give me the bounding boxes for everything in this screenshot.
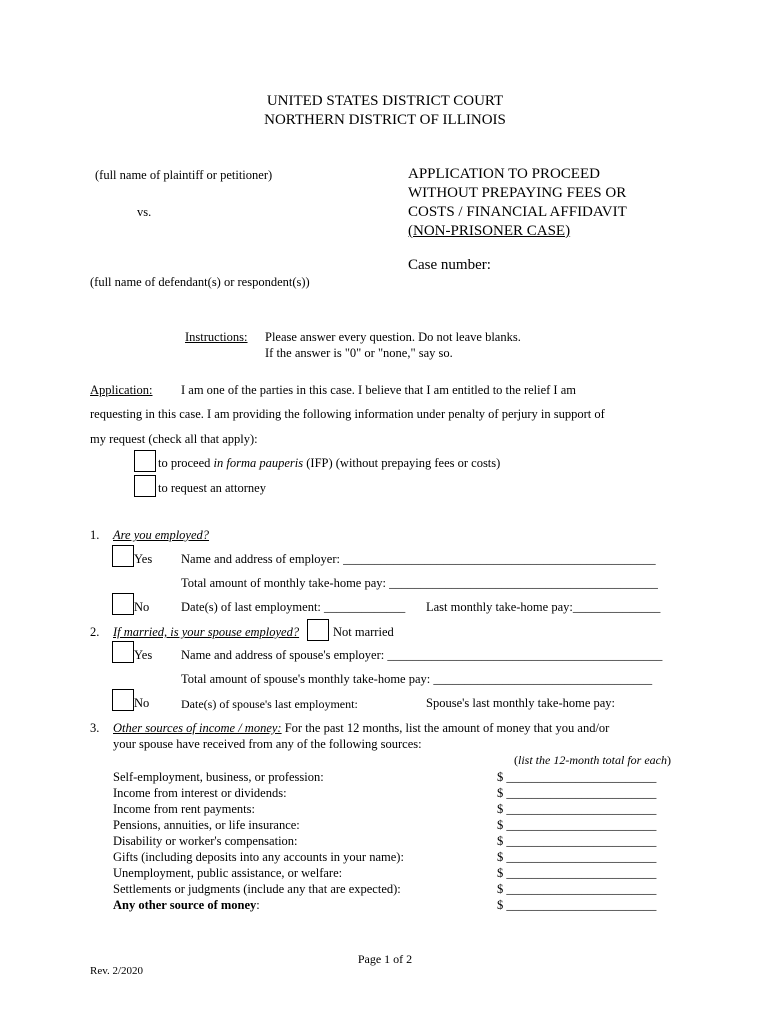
application-text: I am one of the parties in this case. I believe that I am entitled to the relief I am <box>181 383 576 397</box>
spouse-employer-field[interactable]: Name and address of spouse's employer: ____________________________________________ <box>181 648 663 662</box>
income-source-label: Income from rent payments: <box>113 802 255 816</box>
plaintiff-label: (full name of plaintiff or petitioner) <box>95 168 273 182</box>
form-title-line: APPLICATION TO PROCEED <box>408 166 600 182</box>
application-text: my request (check all that apply): <box>90 432 258 446</box>
not-married-label: Not married <box>333 625 394 639</box>
income-source-label <box>113 897 404 913</box>
income-sources-list <box>113 769 404 913</box>
ifp-text: to proceed <box>158 456 214 470</box>
instructions-label: Instructions: <box>185 330 248 344</box>
application-text: requesting in this case. I am providing the following information under penalty of perjury in support of <box>90 407 605 421</box>
question-employed: Are you employed? <box>113 528 210 542</box>
other-source-label: Any other source of money <box>113 898 257 912</box>
spouse-last-employment-field[interactable]: Date(s) of spouse's last employment: <box>181 697 358 711</box>
spouse-yes-checkbox[interactable] <box>112 641 134 663</box>
income-amounts-list <box>497 769 656 913</box>
twelve-month-note: (list the 12-month total for each) <box>514 753 671 767</box>
other-income-intro-text: For the past 12 months, list the amount of money that you and/or <box>281 721 610 735</box>
last-employment-field[interactable]: Date(s) of last employment: _____________ <box>181 600 406 614</box>
income-source-label: Disability or worker's compensation: <box>113 834 298 848</box>
income-source-label: Pensions, annuities, or life insurance: <box>113 818 300 832</box>
income-amount-field[interactable]: $ ________________________ <box>497 850 657 864</box>
income-amount-field[interactable]: $ ________________________ <box>497 882 657 896</box>
form-title <box>408 165 627 241</box>
court-name: UNITED STATES DISTRICT COURT <box>266 93 504 109</box>
employed-no-label: No <box>134 600 150 614</box>
defendant-label: (full name of defendant(s) or respondent(s)) <box>90 275 310 289</box>
income-source-label: Settlements or judgments (include any that are expected): <box>113 882 401 896</box>
other-source-colon: : <box>256 898 260 912</box>
instructions-text: If the answer is "0" or "none," say so. <box>265 346 453 360</box>
attorney-checkbox[interactable] <box>134 475 156 497</box>
form-title-line: WITHOUT PREPAYING FEES OR <box>408 185 627 201</box>
income-amount-field[interactable]: $ ________________________ <box>497 834 657 848</box>
income-source-label: Unemployment, public assistance, or welfare: <box>113 866 343 880</box>
ifp-text-post: (IFP) (without prepaying fees or costs) <box>303 456 501 470</box>
income-source-label: Income from interest or dividends: <box>113 786 287 800</box>
employed-no-checkbox[interactable] <box>112 593 134 615</box>
income-source-label: Self-employment, business, or profession: <box>113 770 324 784</box>
spouse-no-checkbox[interactable] <box>112 689 134 711</box>
revision-label: Rev. 2/2020 <box>90 965 144 977</box>
ifp-latin: in forma pauperis <box>213 456 304 470</box>
ifp-option-label <box>158 456 500 471</box>
versus-label: vs. <box>137 205 152 219</box>
last-pay-field[interactable]: Last monthly take-home pay:______________ <box>426 600 661 614</box>
form-title-line: (NON-PRISONER CASE) <box>408 223 571 239</box>
employer-field[interactable]: Name and address of employer: __________________________________________________ <box>181 552 656 566</box>
employed-yes-label: Yes <box>134 552 153 566</box>
other-income-question: Other sources of income / money: <box>113 721 282 735</box>
question-number: 3. <box>90 721 100 735</box>
form-title-line: COSTS / FINANCIAL AFFIDAVIT <box>408 204 627 220</box>
income-amount-field[interactable]: $ ________________________ <box>497 802 657 816</box>
income-amount-field[interactable]: $ ________________________ <box>497 898 657 912</box>
ifp-checkbox[interactable] <box>134 450 156 472</box>
employed-yes-checkbox[interactable] <box>112 545 134 567</box>
spouse-yes-label: Yes <box>134 648 153 662</box>
application-label: Application: <box>90 383 153 397</box>
instructions-text: Please answer every question. Do not leave blanks. <box>265 330 521 344</box>
court-district: NORTHERN DISTRICT OF ILLINOIS <box>264 112 506 128</box>
other-income-intro: your spouse have received from any of the following sources: <box>113 737 422 751</box>
spouse-last-pay-field[interactable]: Spouse's last monthly take-home pay: <box>426 696 616 710</box>
question-number: 1. <box>90 528 100 542</box>
page-number: Page 1 of 2 <box>357 952 413 966</box>
twelve-month-note-text: list the 12-month total for each <box>518 753 667 767</box>
case-number-label: Case number: <box>408 257 491 273</box>
takehome-field[interactable]: Total amount of monthly take-home pay: ___________________________________________ <box>181 576 658 590</box>
income-amount-field[interactable]: $ ________________________ <box>497 818 657 832</box>
attorney-option-label: to request an attorney <box>158 481 266 495</box>
income-amount-field[interactable]: $ ________________________ <box>497 786 657 800</box>
income-amount-field[interactable]: $ ________________________ <box>497 866 657 880</box>
income-amount-field[interactable]: $ ________________________ <box>497 770 657 784</box>
spouse-no-label: No <box>134 696 150 710</box>
income-source-label: Gifts (including deposits into any accounts in your name): <box>113 850 404 864</box>
question-spouse-employed: If married, is your spouse employed? <box>113 625 300 639</box>
not-married-checkbox[interactable] <box>307 619 329 641</box>
other-income-intro <box>113 721 609 736</box>
question-number: 2. <box>90 625 100 639</box>
spouse-takehome-field[interactable]: Total amount of spouse's monthly take-home pay: ___________________________________ <box>181 672 653 686</box>
